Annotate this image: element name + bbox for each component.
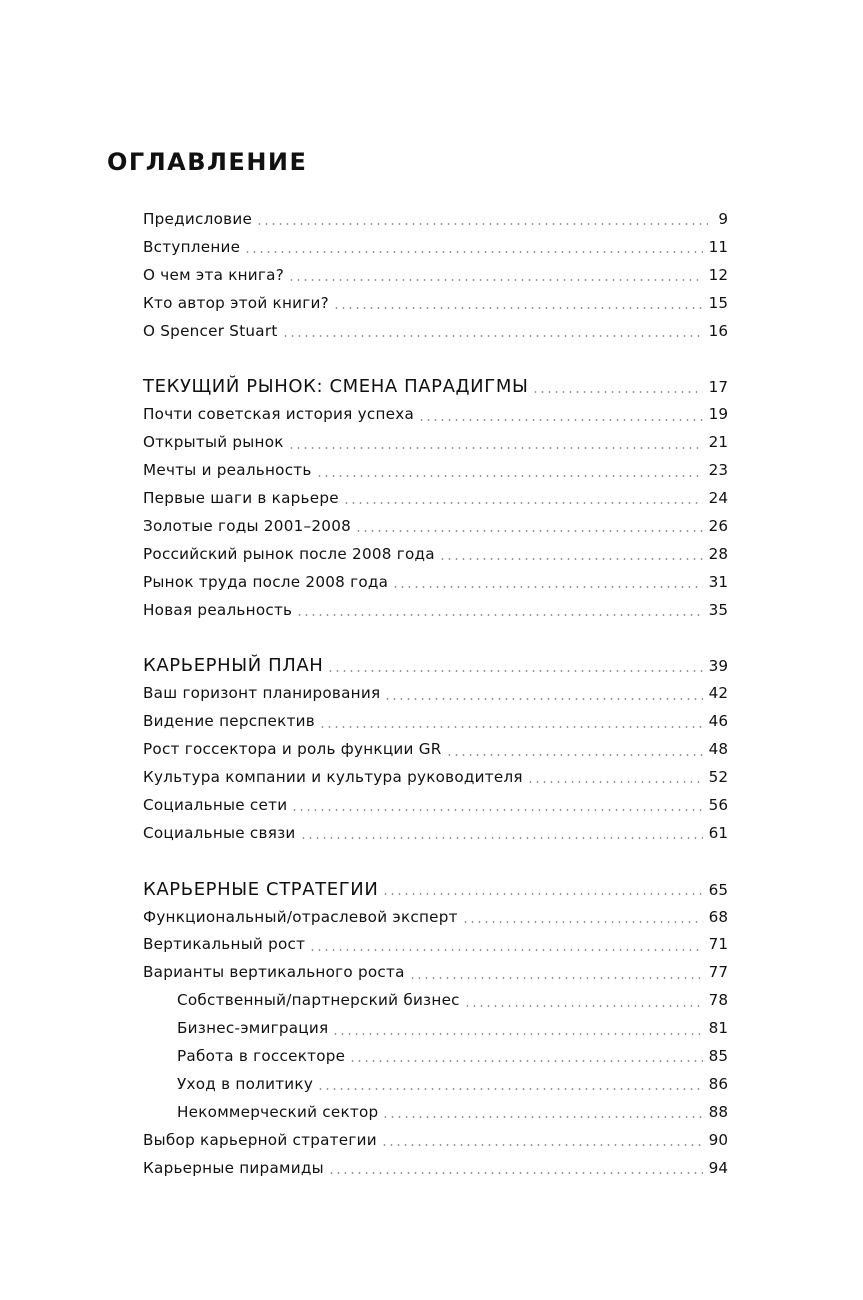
page-number: 90 <box>708 1130 728 1149</box>
page-number: 71 <box>708 935 728 954</box>
dot-leader <box>349 1060 702 1062</box>
entry-title: Рост госсектора и роль функции GR <box>143 740 442 759</box>
entry-title: Социальные сети <box>143 795 288 814</box>
page-number: 16 <box>708 321 728 340</box>
dot-leader <box>327 670 702 672</box>
dot-leader <box>355 530 703 532</box>
page-number: 17 <box>708 378 728 397</box>
dot-leader <box>309 949 702 951</box>
toc-entry <box>143 234 728 262</box>
entry-title: Собственный/партнерский бизнес <box>177 991 460 1010</box>
entry-title: Карьерные пирамиды <box>143 1158 324 1177</box>
page-number: 52 <box>708 768 728 787</box>
page-number: 81 <box>708 1019 728 1038</box>
toc-entry <box>143 1155 728 1183</box>
dot-leader <box>244 251 702 253</box>
dot-leader <box>296 614 702 616</box>
entry-title: Бизнес-эмиграция <box>177 1019 329 1038</box>
entry-title: Культура компании и культура руководителя <box>143 768 523 787</box>
entry-title: Мечты и реальность <box>143 461 312 480</box>
table-of-contents <box>143 206 728 1183</box>
dot-leader <box>332 1033 702 1035</box>
dot-leader <box>418 419 703 421</box>
toc-entry <box>143 1127 728 1155</box>
page-number: 31 <box>708 572 728 591</box>
dot-leader <box>288 279 703 281</box>
toc-entry <box>143 401 728 429</box>
entry-title: О чем эта книга? <box>143 265 285 284</box>
page-number: 65 <box>708 880 728 899</box>
dot-leader <box>392 586 702 588</box>
toc-entry <box>143 792 728 820</box>
toc-chapter-heading <box>143 876 728 904</box>
dot-leader <box>300 837 703 839</box>
toc-entry <box>143 708 728 736</box>
toc-entry <box>143 541 728 569</box>
toc-subentry <box>143 1043 728 1071</box>
page-number: 77 <box>708 963 728 982</box>
page-number: 26 <box>708 516 728 535</box>
toc-section <box>143 373 728 624</box>
entry-title: Кто автор этой книги? <box>143 293 329 312</box>
page-number: 68 <box>708 907 728 926</box>
chapter-title: КАРЬЕРНЫЙ ПЛАН <box>143 655 324 677</box>
entry-title: Золотые годы 2001–2008 <box>143 516 352 535</box>
dot-leader <box>446 754 703 756</box>
toc-entry <box>143 764 728 792</box>
toc-section <box>143 876 728 1183</box>
page-number: 39 <box>708 657 728 676</box>
toc-chapter-heading <box>143 373 728 401</box>
toc-section <box>143 652 728 847</box>
entry-title: Видение перспектив <box>143 712 315 731</box>
dot-leader <box>316 475 703 477</box>
entry-title: Функциональный/отраслевой эксперт <box>143 907 458 926</box>
dot-leader <box>382 893 702 895</box>
toc-entry <box>143 262 728 290</box>
page-number: 12 <box>708 265 728 284</box>
entry-title: Рынок труда после 2008 года <box>143 572 389 591</box>
entry-title: Выбор карьерной стратегии <box>143 1130 377 1149</box>
entry-title: Работа в госсекторе <box>177 1047 346 1066</box>
page-number: 11 <box>708 237 728 256</box>
toc-entry <box>143 680 728 708</box>
page-number: 19 <box>708 405 728 424</box>
entry-title: Социальные связи <box>143 823 296 842</box>
page-number: 78 <box>708 991 728 1010</box>
dot-leader <box>333 307 703 309</box>
page-number: 94 <box>708 1158 728 1177</box>
dot-leader <box>382 1116 702 1118</box>
toc-chapter-heading <box>143 652 728 680</box>
entry-title: Новая реальность <box>143 600 293 619</box>
page-number: 21 <box>708 433 728 452</box>
page-number: 46 <box>708 712 728 731</box>
page-number: 24 <box>708 489 728 508</box>
toc-entry <box>143 206 728 234</box>
dot-leader <box>532 391 702 393</box>
entry-title: Варианты вертикального роста <box>143 963 405 982</box>
toc-subentry <box>143 1071 728 1099</box>
toc-entry <box>143 569 728 597</box>
toc-subentry <box>143 1099 728 1127</box>
dot-leader <box>384 698 702 700</box>
toc-subentry <box>143 987 728 1015</box>
dot-leader <box>462 921 703 923</box>
toc-subentry <box>143 1015 728 1043</box>
entry-title: Уход в политику <box>177 1074 314 1093</box>
page-number: 48 <box>708 740 728 759</box>
dot-leader <box>282 335 703 337</box>
dot-leader <box>319 726 703 728</box>
page-number: 86 <box>708 1074 728 1093</box>
page-number: 9 <box>718 210 728 228</box>
toc-entry <box>143 318 728 346</box>
toc-section <box>143 206 728 345</box>
dot-leader <box>409 977 703 979</box>
entry-title: Вертикальный рост <box>143 935 306 954</box>
dot-leader <box>464 1005 703 1007</box>
page-number: 56 <box>708 795 728 814</box>
page-number: 42 <box>708 684 728 703</box>
page-number: 35 <box>708 600 728 619</box>
chapter-title: КАРЬЕРНЫЕ СТРАТЕГИИ <box>143 878 379 900</box>
toc-entry <box>143 904 728 932</box>
entry-title: Некоммерческий сектор <box>177 1102 379 1121</box>
page-number: 28 <box>708 544 728 563</box>
toc-entry <box>143 597 728 625</box>
dot-leader <box>291 809 702 811</box>
dot-leader <box>288 447 703 449</box>
entry-title: О Spencer Stuart <box>143 321 278 340</box>
entry-title: Ваш горизонт планирования <box>143 684 381 703</box>
entry-title: Почти советская история успеха <box>143 405 415 424</box>
toc-entry <box>143 429 728 457</box>
dot-leader <box>256 223 708 225</box>
entry-title: Вступление <box>143 237 241 256</box>
toc-entry <box>143 959 728 987</box>
page-number: 88 <box>708 1102 728 1121</box>
toc-entry <box>143 290 728 318</box>
dot-leader <box>343 502 703 504</box>
page-number: 23 <box>708 461 728 480</box>
page-number: 15 <box>708 293 728 312</box>
toc-entry <box>143 931 728 959</box>
dot-leader <box>328 1172 703 1174</box>
dot-leader <box>527 781 703 783</box>
dot-leader <box>439 558 703 560</box>
toc-entry <box>143 736 728 764</box>
entry-title: Предисловие <box>143 210 253 228</box>
entry-title: Открытый рынок <box>143 433 284 452</box>
entry-title: Российский рынок после 2008 года <box>143 544 435 563</box>
page-number: 85 <box>708 1047 728 1066</box>
page-number: 61 <box>708 823 728 842</box>
chapter-title: ТЕКУЩИЙ РЫНОК: СМЕНА ПАРАДИГМЫ <box>143 376 529 398</box>
toc-title: ОГЛАВЛЕНИЕ <box>107 148 308 176</box>
dot-leader <box>381 1144 703 1146</box>
toc-entry <box>143 457 728 485</box>
toc-entry <box>143 820 728 848</box>
dot-leader <box>317 1088 703 1090</box>
toc-entry <box>143 513 728 541</box>
toc-entry <box>143 485 728 513</box>
entry-title: Первые шаги в карьере <box>143 489 339 508</box>
